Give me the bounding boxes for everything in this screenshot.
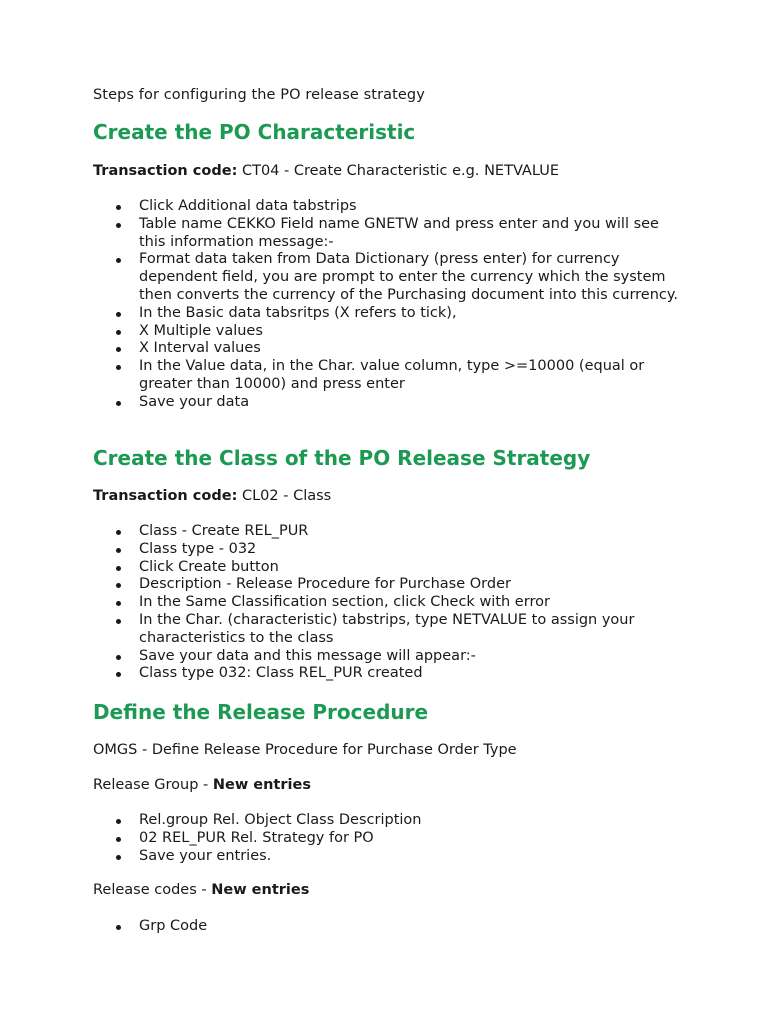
list-item: In the Value data, in the Char. value column, type >=10000 (equal or greater than 10000) and press enter — [93, 358, 683, 394]
section-heading-release-procedure: Define the Release Procedure — [93, 700, 429, 724]
list-item: Click Create button — [93, 559, 683, 577]
transaction-code-line — [93, 163, 559, 179]
release-group-label-prefix: Release Group - — [93, 777, 213, 793]
intro-text: Steps for configuring the PO release strategy — [93, 87, 425, 103]
list-item: X Interval values — [93, 340, 683, 358]
release-group-label — [93, 777, 311, 793]
list-item: Click Additional data tabstrips — [93, 198, 683, 216]
transaction-code-line — [93, 488, 331, 504]
release-group-list — [93, 812, 683, 865]
list-item: Description - Release Procedure for Purchase Order — [93, 576, 683, 594]
list-item: X Multiple values — [93, 323, 683, 341]
release-codes-label-bold: New entries — [211, 882, 310, 898]
list-item: Format data taken from Data Dictionary (press enter) for currency dependent field, you are prompt to enter the currency which the system then converts the currency of the Purchasing document into this currency. — [93, 251, 683, 304]
list-item: Table name CEKKO Field name GNETW and press enter and you will see this information message:- — [93, 216, 683, 252]
list-item: Class type 032: Class REL_PUR created — [93, 665, 683, 683]
list-item: Save your data and this message will appear:- — [93, 648, 683, 666]
list-item: Class - Create REL_PUR — [93, 523, 683, 541]
list-item: In the Char. (characteristic) tabstrips, type NETVALUE to assign your characteristics to the class — [93, 612, 683, 648]
section-heading-po-characteristic: Create the PO Characteristic — [93, 120, 416, 144]
list-item: Save your data — [93, 394, 683, 412]
transaction-code-value: CL02 - Class — [237, 488, 332, 504]
list-item: Class type - 032 — [93, 541, 683, 559]
transaction-code-label: Transaction code: — [93, 488, 238, 504]
characteristic-steps-list — [93, 198, 683, 412]
class-steps-list — [93, 523, 683, 683]
release-codes-label-prefix: Release codes - — [93, 882, 212, 898]
list-item: Rel.group Rel. Object Class Description — [93, 812, 683, 830]
release-codes-label — [93, 882, 309, 898]
list-item: In the Same Classification section, click Check with error — [93, 594, 683, 612]
list-item: Save your entries. — [93, 848, 683, 866]
list-item: 02 REL_PUR Rel. Strategy for PO — [93, 830, 683, 848]
list-item: In the Basic data tabsritps (X refers to tick), — [93, 305, 683, 323]
list-item: Grp Code — [93, 918, 683, 936]
release-codes-list — [93, 918, 683, 936]
release-group-label-bold: New entries — [212, 777, 311, 793]
omgs-line: OMGS - Define Release Procedure for Purchase Order Type — [93, 742, 517, 758]
section-heading-class: Create the Class of the PO Release Strategy — [93, 446, 591, 470]
transaction-code-label: Transaction code: — [93, 163, 238, 179]
transaction-code-value: CT04 - Create Characteristic e.g. NETVALUE — [237, 163, 559, 179]
